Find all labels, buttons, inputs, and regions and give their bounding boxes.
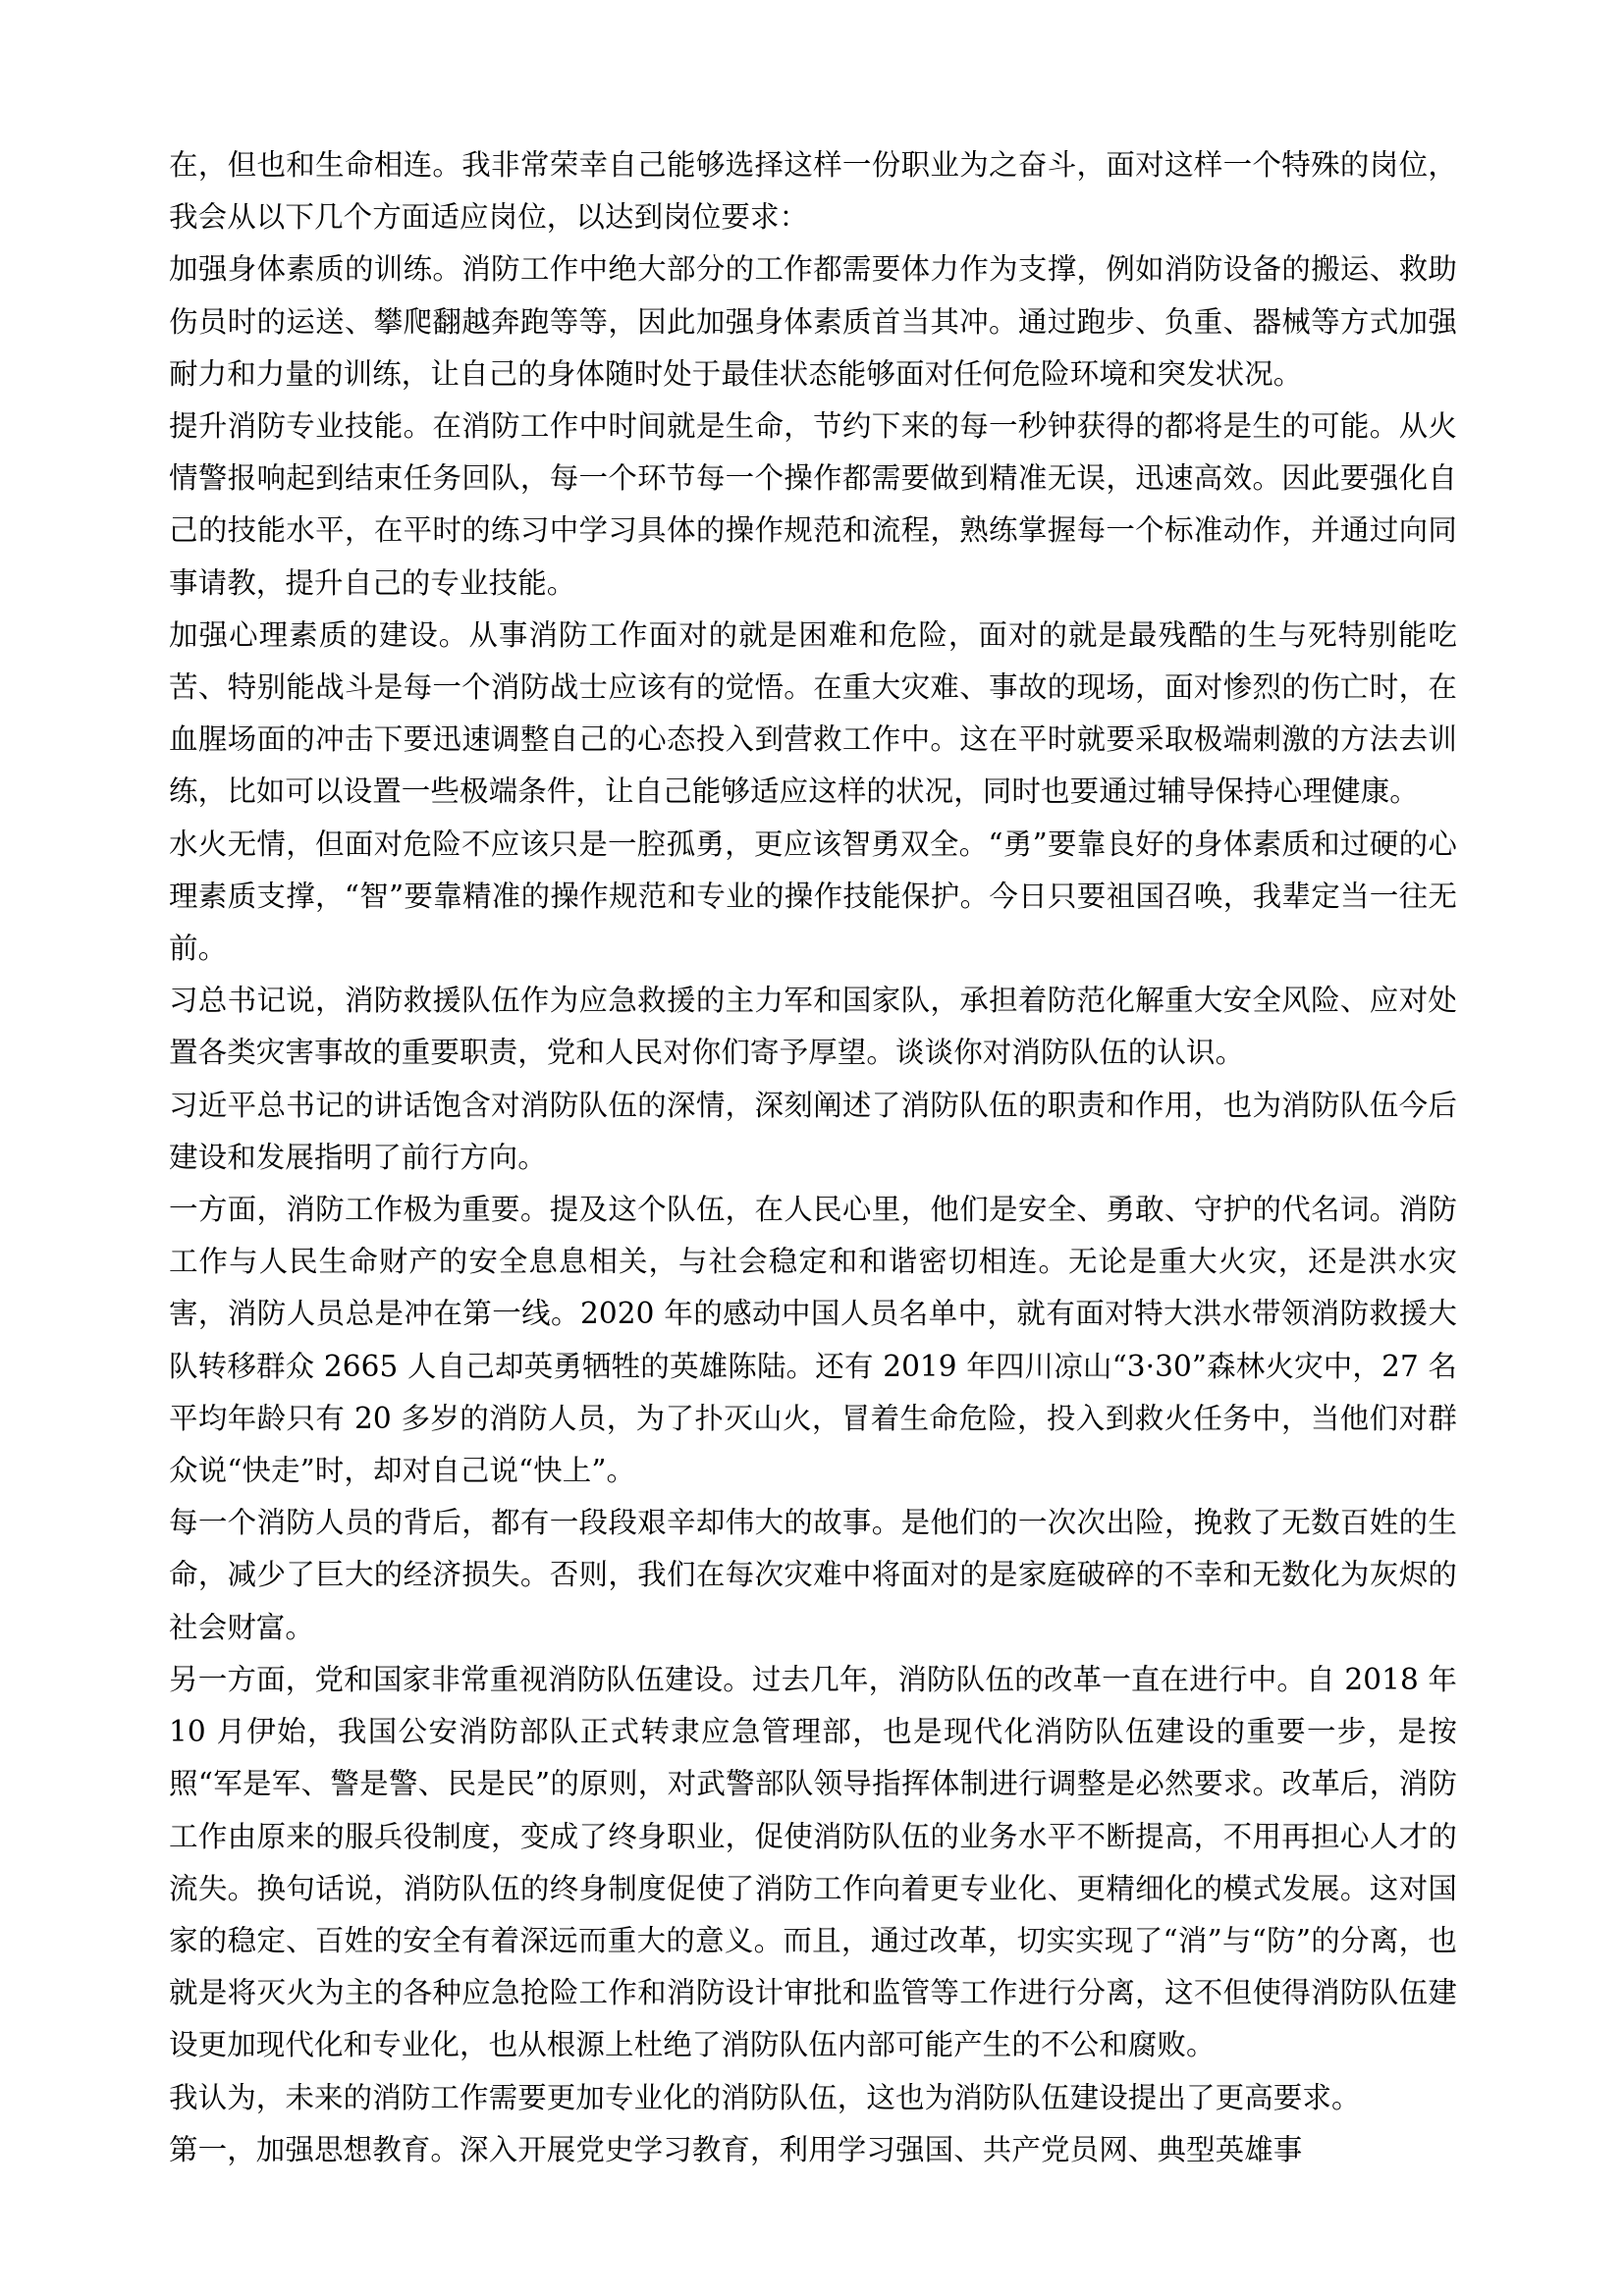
paragraph-9: 每一个消防人员的背后，都有一段段艰辛却伟大的故事。是他们的一次次出险，挽救了无数百姓的生命，减少了巨大的经济损失。否则，我们在每次灾难中将面对的是家庭破碎的不幸和无数化为灰烬的社会财富。	[169, 1506, 1457, 1644]
paragraph-5: 水火无情，但面对危险不应该只是一腔孤勇，更应该智勇双全。“勇”要靠良好的身体素质和过硬的心理素质支撑，“智”要靠精准的操作规范和专业的操作技能保护。今日只要祖国召唤，我辈定当一往无前。	[169, 827, 1457, 966]
paragraph-10: 另一方面，党和国家非常重视消防队伍建设。过去几年，消防队伍的改革一直在进行中。自 2018 年 10 月伊始，我国公安消防部队正式转隶应急管理部，也是现代化消防队伍建设的重要一步，是按照“军是军、警是警、民是民”的原则，对武警部队领导指挥体制进行调整是必然要求。改革后，消防工作由原来的服兵役制度，变成了终身职业，促使消防队伍的业务水平不断提高，不用再担心人才的流失。换句话说，消防队伍的终身制度促使了消防工作向着更专业化、更精细化的模式发展。这对国家的稳定、百姓的安全有着深远而重大的意义。而且，通过改革，切实实现了“消”与“防”的分离，也就是将灭火为主的各种应急抢险工作和消防设计审批和监管等工作进行分离，这不但使得消防队伍建设更加现代化和专业化，也从根源上杜绝了消防队伍内部可能产生的不公和腐败。	[169, 1662, 1457, 2062]
paragraph-1: 在，但也和生命相连。我非常荣幸自己能够选择这样一份职业为之奋斗，面对这样一个特殊的岗位，我会从以下几个方面适应岗位，以达到岗位要求：	[169, 148, 1457, 235]
paragraph-8: 一方面，消防工作极为重要。提及这个队伍，在人民心里，他们是安全、勇敢、守护的代名词。消防工作与人民生命财产的安全息息相关，与社会稳定和和谐密切相连。无论是重大火灾，还是洪水灾害，消防人员总是冲在第一线。2020 年的感动中国人员名单中，就有面对特大洪水带领消防救援大队转移群众 2665 人自己却英勇牺牲的英雄陈陆。还有 2019 年四川凉山“3·30”森林火灾中，27 名平均年龄只有 20 多岁的消防人员，为了扑灭山火，冒着生命危险，投入到救火任务中，当他们对群众说“快走”时，却对自己说“快上”。	[169, 1193, 1457, 1488]
paragraph-3: 提升消防专业技能。在消防工作中时间就是生命，节约下来的每一秒钟获得的都将是生的可能。从火情警报响起到结束任务回队，每一个环节每一个操作都需要做到精准无误，迅速高效。因此要强化自己的技能水平，在平时的练习中学习具体的操作规范和流程，熟练掌握每一个标准动作，并通过向同事请教，提升自己的专业技能。	[169, 409, 1457, 600]
paragraph-12: 第一，加强思想教育。深入开展党史学习教育，利用学习强国、共产党员网、典型英雄事	[169, 2132, 1303, 2166]
paragraph-2: 加强身体素质的训练。消防工作中绝大部分的工作都需要体力作为支撑，例如消防设备的搬运、救助伤员时的运送、攀爬翻越奔跑等等，因此加强身体素质首当其冲。通过跑步、负重、器械等方式加强耐力和力量的训练，让自己的身体随时处于最佳状态能够面对任何危险环境和突发状况。	[169, 252, 1457, 391]
paragraph-11: 我认为，未来的消防工作需要更加专业化的消防队伍，这也为消防队伍建设提出了更高要求。	[169, 2080, 1361, 2114]
document-text-column	[169, 139, 1457, 2176]
paragraph-7: 习近平总书记的讲话饱含对消防队伍的深情，深刻阐述了消防队伍的职责和作用，也为消防队伍今后建设和发展指明了前行方向。	[169, 1088, 1457, 1174]
paragraph-4: 加强心理素质的建设。从事消防工作面对的就是困难和危险，面对的就是最残酷的生与死特别能吃苦、特别能战斗是每一个消防战士应该有的觉悟。在重大灾难、事故的现场，面对惨烈的伤亡时，在血腥场面的冲击下要迅速调整自己的心态投入到营救工作中。这在平时就要采取极端刺激的方法去训练，比如可以设置一些极端条件，让自己能够适应这样的状况，同时也要通过辅导保持心理健康。	[169, 617, 1457, 809]
paragraph-6: 习总书记说，消防救援队伍作为应急救援的主力军和国家队，承担着防范化解重大安全风险、应对处置各类灾害事故的重要职责，党和人民对你们寄予厚望。谈谈你对消防队伍的认识。	[169, 984, 1457, 1070]
